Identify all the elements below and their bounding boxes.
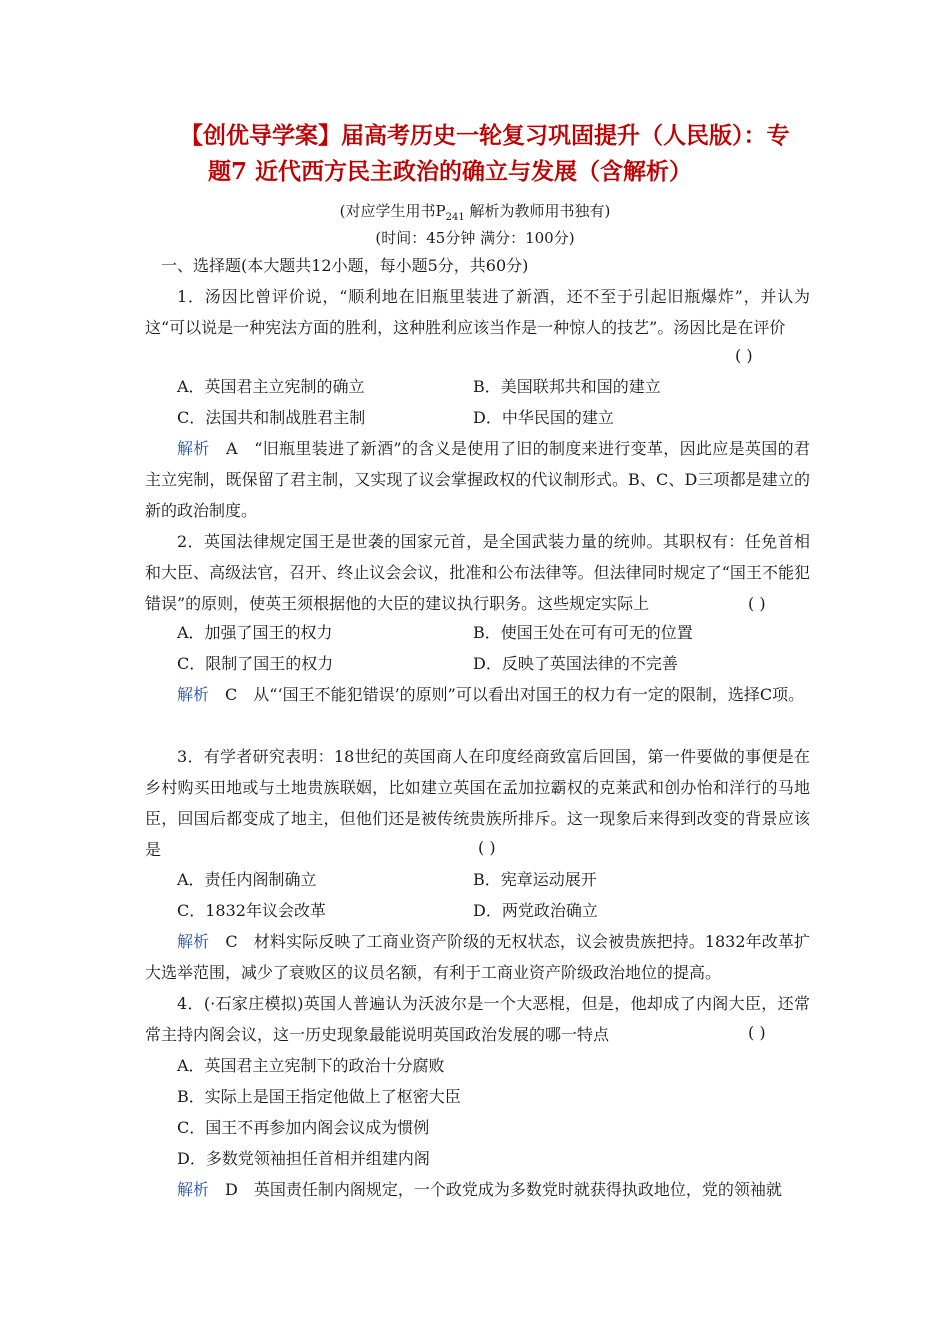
analysis-label: 解析 — [177, 1180, 210, 1199]
question-2-stem: 2．英国法律规定国王是世袭的国家元首，是全国武装力量的统帅。其职权有：任免首相和大臣、高级法官，召开、终止议会会议，批准和公布法律等。但法律同时规定了“国王不能犯错误”的原则，使英王须根据他的大臣的建议执行职务。这些规定实际上 — [145, 532, 810, 613]
question-1-analysis — [145, 433, 810, 526]
section-heading: 一、选择题(本大题共12小题，每小题5分，共60分) — [161, 256, 529, 275]
analysis-label: 解析 — [177, 932, 210, 951]
question-3-option-c: C．1832年议会改革 — [177, 901, 326, 920]
question-3-analysis-text: 材料实际反映了工商业资产阶级的无权状态，议会被贵族把持。1832年改革扩大选举范围，减少了衰败区的议员名额，有利于工商业资产阶级政治地位的提高。 — [145, 932, 810, 982]
question-1-option-a: A．英国君主立宪制的确立 — [177, 377, 365, 396]
question-3-option-b: B．宪章运动展开 — [473, 870, 597, 889]
analysis-label: 解析 — [177, 439, 210, 458]
book-ref-prefix: (对应学生用书P — [339, 202, 446, 220]
book-ref-suffix: 解析为教师用书独有) — [464, 202, 611, 220]
question-3-answer: C — [225, 932, 238, 951]
question-4-analysis — [145, 1174, 810, 1205]
question-1-stem: 1．汤因比曾评价说，“顺利地在旧瓶里装进了新酒，还不至于引起旧瓶爆炸”，并认为这“可以说是一种宪法方面的胜利，这种胜利应该当作是一种惊人的技艺”。汤因比是在评价 — [145, 287, 810, 337]
question-2-analysis-text: 从“‘国王不能犯错误’的原则”可以看出对国王的权力有一定的限制，选择C项。 — [253, 685, 805, 704]
question-2-blank: ( ) — [748, 594, 766, 613]
question-3-option-a: A．责任内阁制确立 — [177, 870, 317, 889]
question-3-analysis — [145, 926, 810, 988]
question-1-blank: ( ) — [735, 346, 753, 365]
book-ref-page: 241 — [445, 212, 465, 223]
book-reference — [0, 200, 950, 223]
question-4-option-d: D．多数党领袖担任首相并组建内阁 — [177, 1149, 430, 1168]
question-4-blank: ( ) — [748, 1023, 766, 1042]
question-2-option-b: B．使国王处在可有可无的位置 — [473, 623, 693, 642]
question-2-option-d: D．反映了英国法律的不完善 — [473, 654, 678, 673]
document-title — [140, 118, 820, 190]
question-4-analysis-text: 英国责任制内阁规定，一个政党成为多数党时就获得执政地位，党的领袖就 — [253, 1180, 782, 1199]
question-2-answer: C — [225, 685, 238, 704]
question-4-answer: D — [225, 1180, 238, 1199]
question-2-option-c: C．限制了国王的权力 — [177, 654, 334, 673]
question-4-option-a: A．英国君主立宪制下的政治十分腐败 — [177, 1056, 445, 1075]
question-1-option-c: C．法国共和制战胜君主制 — [177, 408, 366, 427]
time-score: (时间：45分钟 满分：100分) — [375, 229, 575, 247]
question-2-analysis — [145, 679, 810, 710]
question-3-stem: 3．有学者研究表明：18世纪的英国商人在印度经商致富后回国，第一件要做的事便是在乡村购买田地或与土地贵族联姻，比如建立英国在孟加拉霸权的克莱武和创办怡和洋行的马地臣，回国后都变成了地主，但他们还是被传统贵族所排斥。这一现象后来得到改变的背景应该是 — [145, 747, 810, 859]
question-1-option-d: D．中华民国的建立 — [473, 408, 614, 427]
question-2-option-a: A．加强了国王的权力 — [177, 623, 333, 642]
title-line-2: 题7 近代西方民主政治的确立与发展（含解析） — [208, 158, 693, 185]
question-1-analysis-text: “旧瓶里装进了新酒”的含义是使用了旧的制度来进行变革，因此应是英国的君主立宪制，既保留了君主制，又实现了议会掌握政权的代议制形式。B、C、D三项都是建立的新的政治制度。 — [145, 439, 810, 520]
question-4-option-b: B．实际上是国王指定他做上了枢密大臣 — [177, 1087, 461, 1106]
analysis-label: 解析 — [177, 685, 210, 704]
question-4-stem: 4．(·石家庄模拟)英国人普遍认为沃波尔是一个大恶棍，但是，他却成了内阁大臣，还常常主持内阁会议，这一历史现象最能说明英国政治发展的哪一特点 — [145, 994, 810, 1044]
question-4-option-c: C．国王不再参加内阁会议成为惯例 — [177, 1118, 430, 1137]
title-line-1: 【创优导学案】届高考历史一轮复习巩固提升（人民版）：专 — [180, 122, 790, 149]
question-1-option-b: B．美国联邦共和国的建立 — [473, 377, 661, 396]
question-3-option-d: D．两党政治确立 — [473, 901, 598, 920]
question-3-blank: ( ) — [478, 838, 496, 857]
question-1-answer: A — [226, 439, 238, 458]
